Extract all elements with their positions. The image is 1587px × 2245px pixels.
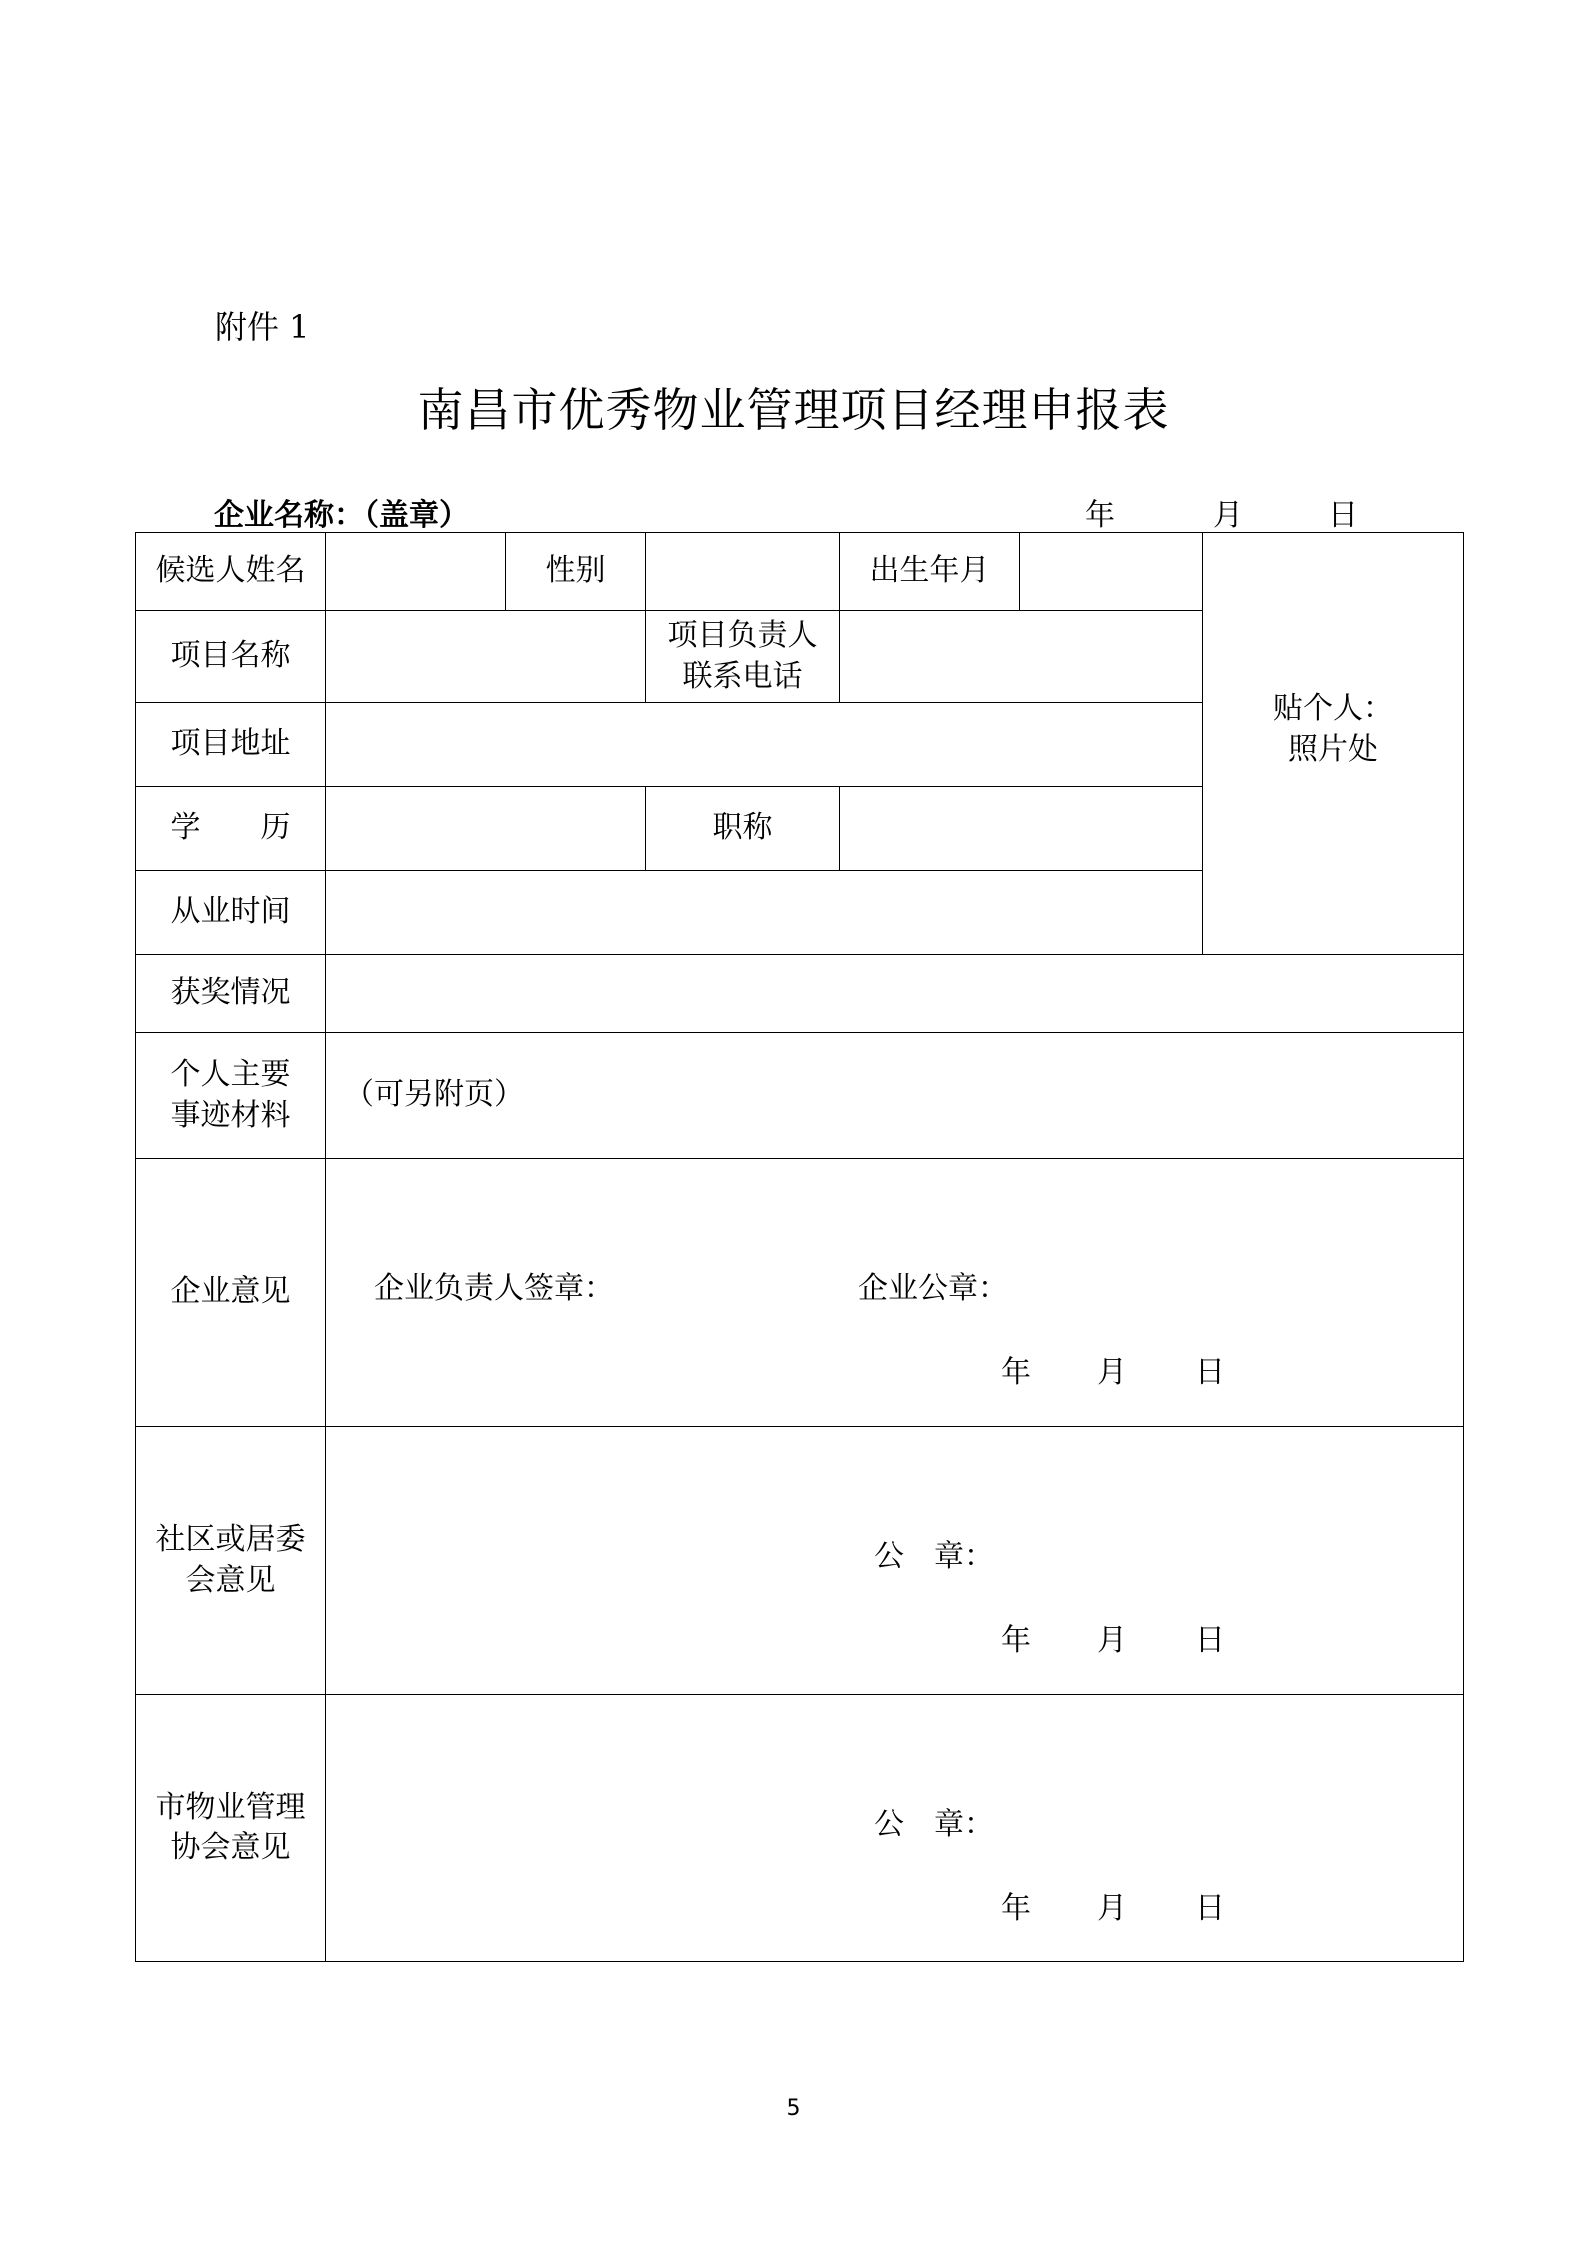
photo-area-line1: 贴个人：	[1273, 691, 1393, 726]
enterprise-day: 日	[1195, 1355, 1225, 1390]
company-name-label: 企业名称：（盖章）	[214, 498, 469, 533]
photo-area[interactable]	[1203, 533, 1464, 955]
enterprise-seal-label: 企业公章：	[858, 1271, 1008, 1306]
education-label: 学 历	[136, 787, 326, 871]
contact-phone-field[interactable]	[840, 611, 1203, 703]
attachment-label: 附件 1	[215, 308, 310, 346]
association-opinion-field[interactable]	[326, 1695, 1464, 1962]
community-month: 月	[1097, 1623, 1127, 1658]
service-time-field[interactable]	[326, 871, 1203, 955]
community-year: 年	[1001, 1623, 1031, 1658]
association-day: 日	[1195, 1891, 1225, 1926]
association-opinion-label	[136, 1695, 326, 1962]
awards-label: 获奖情况	[136, 955, 326, 1033]
association-opinion-label-line1: 市物业管理	[155, 1789, 306, 1825]
page-number: 5	[786, 2096, 801, 2121]
association-month: 月	[1097, 1891, 1127, 1926]
enterprise-opinion-field[interactable]	[326, 1159, 1464, 1427]
main-deeds-field[interactable]	[326, 1033, 1464, 1159]
project-name-field[interactable]	[326, 611, 646, 703]
association-year: 年	[1001, 1891, 1031, 1926]
birth-date-field[interactable]	[1020, 533, 1203, 611]
contact-phone-label-line1: 项目负责人	[667, 618, 818, 653]
service-time-label: 从业时间	[136, 871, 326, 955]
education-field[interactable]	[326, 787, 646, 871]
gender-field[interactable]	[646, 533, 840, 611]
main-deeds-note: （可另附页）	[344, 1077, 524, 1113]
contact-phone-label	[646, 611, 840, 703]
association-seal-label: 公 章：	[874, 1807, 994, 1842]
candidate-name-field[interactable]	[326, 533, 506, 611]
community-seal-label: 公 章：	[874, 1539, 994, 1574]
project-address-field[interactable]	[326, 703, 1203, 787]
header-month: 月	[1213, 498, 1243, 533]
project-address-label: 项目地址	[136, 703, 326, 787]
enterprise-opinion-label: 企业意见	[136, 1159, 326, 1427]
header-day: 日	[1328, 498, 1358, 533]
birth-date-label: 出生年月	[840, 533, 1020, 611]
enterprise-year: 年	[1001, 1355, 1031, 1390]
header-year: 年	[1085, 498, 1115, 533]
candidate-name-label: 候选人姓名	[136, 533, 326, 611]
community-opinion-label	[136, 1427, 326, 1695]
enterprise-month: 月	[1097, 1355, 1127, 1390]
association-opinion-label-line2: 协会意见	[170, 1830, 291, 1865]
enterprise-signature-label: 企业负责人签章：	[374, 1271, 614, 1306]
community-opinion-label-line2: 会意见	[185, 1562, 276, 1598]
community-opinion-field[interactable]	[326, 1427, 1464, 1695]
professional-title-label: 职称	[646, 787, 840, 871]
main-deeds-label-line2: 事迹材料	[170, 1097, 291, 1133]
main-deeds-label	[136, 1033, 326, 1159]
awards-field[interactable]	[326, 955, 1464, 1033]
application-form-table	[135, 532, 1464, 1962]
gender-label: 性别	[506, 533, 646, 611]
project-name-label: 项目名称	[136, 611, 326, 703]
photo-area-line2: 照片处	[1288, 731, 1378, 767]
community-opinion-label-line1: 社区或居委	[155, 1522, 306, 1557]
page-title: 南昌市优秀物业管理项目经理申报表	[417, 383, 1170, 437]
main-deeds-label-line1: 个人主要	[170, 1057, 291, 1092]
professional-title-field[interactable]	[840, 787, 1203, 871]
contact-phone-label-line2: 联系电话	[682, 658, 803, 694]
community-day: 日	[1195, 1623, 1225, 1658]
